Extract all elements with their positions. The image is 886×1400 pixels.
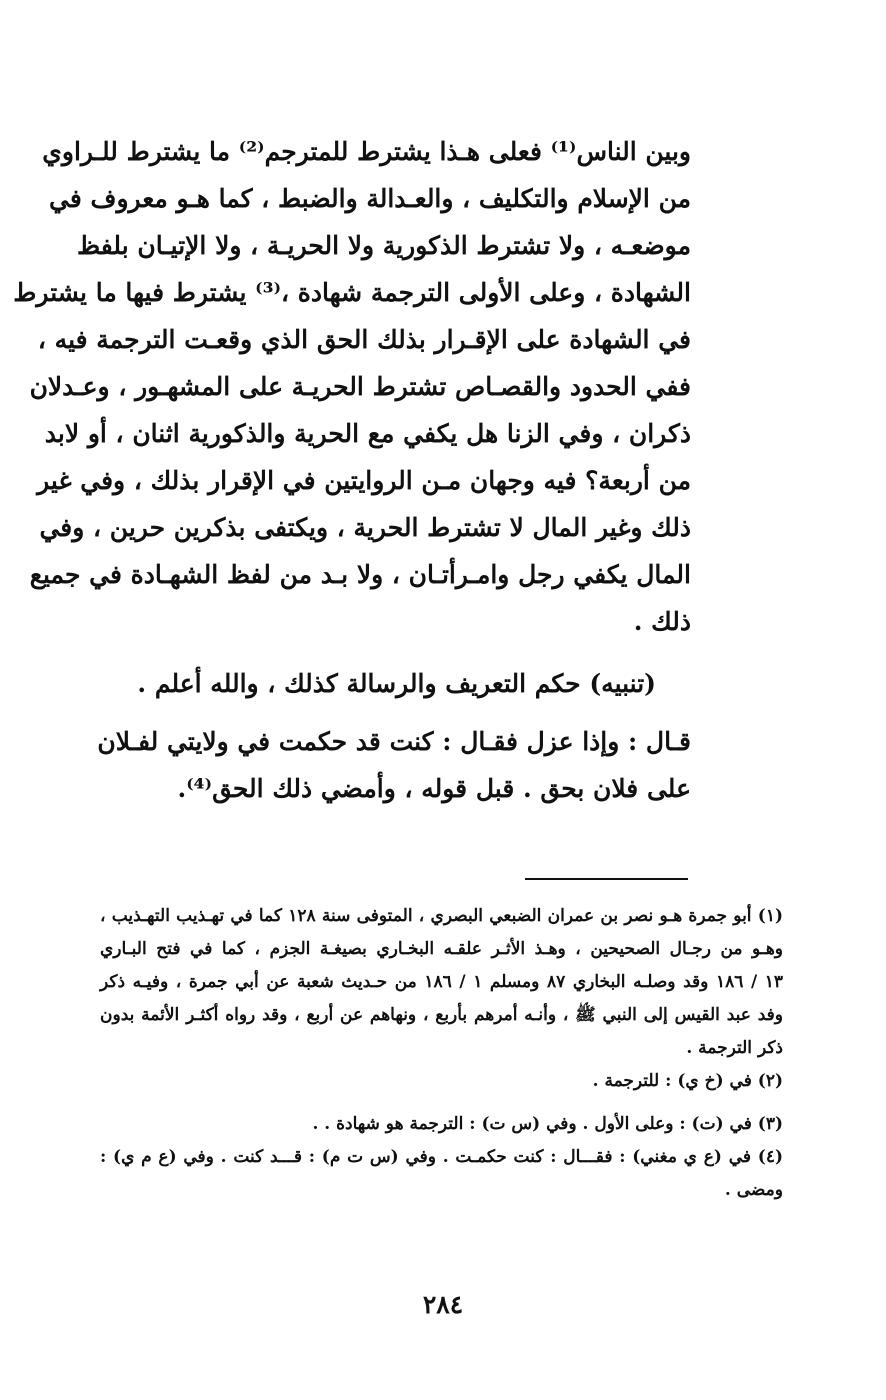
footnote-2: (٢) في (خ ي) : للترجمة . (592, 1071, 783, 1091)
main-paragraph-1 (13, 128, 691, 645)
text-line: ففي الحدود والقصـاص تشترط الحريـة على المشهـور ، وعـدلان (29, 372, 691, 401)
text-line: الشهادة ، وعلى الأولى الترجمة شهادة ،⁽³⁾ يشترط فيها ما يشترط (13, 278, 691, 307)
footnote-spacer (100, 1098, 783, 1108)
footnote-1 (100, 900, 783, 1065)
text-line: ذكران ، وفي الزنا هل يكفي مع الحرية والذكورية اثنان ، أو لابد (44, 419, 691, 448)
text-line: على فلان بحق . قبل قوله ، وأمضي ذلك الحق⁽⁴⁾. (177, 774, 691, 803)
main-paragraph-2 (97, 718, 691, 812)
footnote-line: وفد عبد القيس إلى النبي ﷺ ، وأنـه أمرهم بأربع ، ونهاهم عن أربع ، وقد رواه أكثـر الأئمة بدون (100, 1005, 783, 1025)
footnote-line: ١٣ / ١٨٦ وقد وصلـه البخاري ٨٧ ومسلم ١ / ١٨٦ من حـديث شعبة عن أبي جمرة ، وفيـه ذكر (100, 972, 784, 992)
footnote-3: (٣) في (ت) : وعلى الأول . وفي (س ت) : الترجمة هو شهادة . . (312, 1114, 783, 1134)
text-line: موضعـه ، ولا تشترط الذكورية ولا الحريـة ، ولا الإتيـان بلفظ (77, 231, 691, 260)
footnote-separator (525, 878, 688, 880)
footnotes (100, 900, 783, 1207)
text-line: من الإسلام والتكليف ، والعـدالة والضبط ، كما هـو معروف في (49, 184, 691, 213)
text-line: ذلك . (633, 607, 691, 636)
footnote-line: وهـو من رجـال الصحيحين ، وهـذ الأثـر علقـه البخـاري بصيغـة الجزم ، كما في فتح البـاري (100, 939, 783, 959)
text-line: من أربعة؟ فيه وجهان مـن الروايتين في الإقرار بذلك ، وفي غير (37, 466, 691, 495)
footnote-line: ومضى . (724, 1180, 783, 1200)
text-line: في الشهادة على الإقـرار بذلك الحق الذي وقعـت الترجمة فيه ، (37, 325, 691, 354)
page-number: ٢٨٤ (422, 1290, 464, 1319)
footnote-line: (٤) في (ع ي مغني) : فقـــال : كنت حكمـت . وفي (س ت م) : قـــد كنت . وفي (ع م ي) : (100, 1147, 783, 1167)
text-line: وبين الناس⁽¹⁾ فعلى هـذا يشترط للمترجم⁽²⁾ ما يشترط للـراوي (42, 137, 691, 166)
footnote-line: (١) أبو جمرة هـو نصر بن عمران الضبعي البصري ، المتوفى سنة ١٢٨ كما في تهـذيب التهـذيب ، (100, 906, 783, 926)
text-line: قـال : وإذا عزل فقـال : كنت قد حكمت في ولايتي لفـلان (97, 727, 691, 756)
notice-paragraph: (تنبيه) حكم التعريف والرسالة كذلك ، والله أعلم . (137, 669, 656, 698)
footnote-line: ذكر الترجمة . (686, 1038, 783, 1058)
text-line: ذلك وغير المال لا تشترط الحرية ، ويكتفى بذكرين حرين ، وفي (39, 513, 691, 542)
text-line: المال يكفي رجل وامـرأتـان ، ولا بـد من لفظ الشهـادة في جميع (29, 560, 691, 589)
footnote-4 (100, 1141, 783, 1207)
